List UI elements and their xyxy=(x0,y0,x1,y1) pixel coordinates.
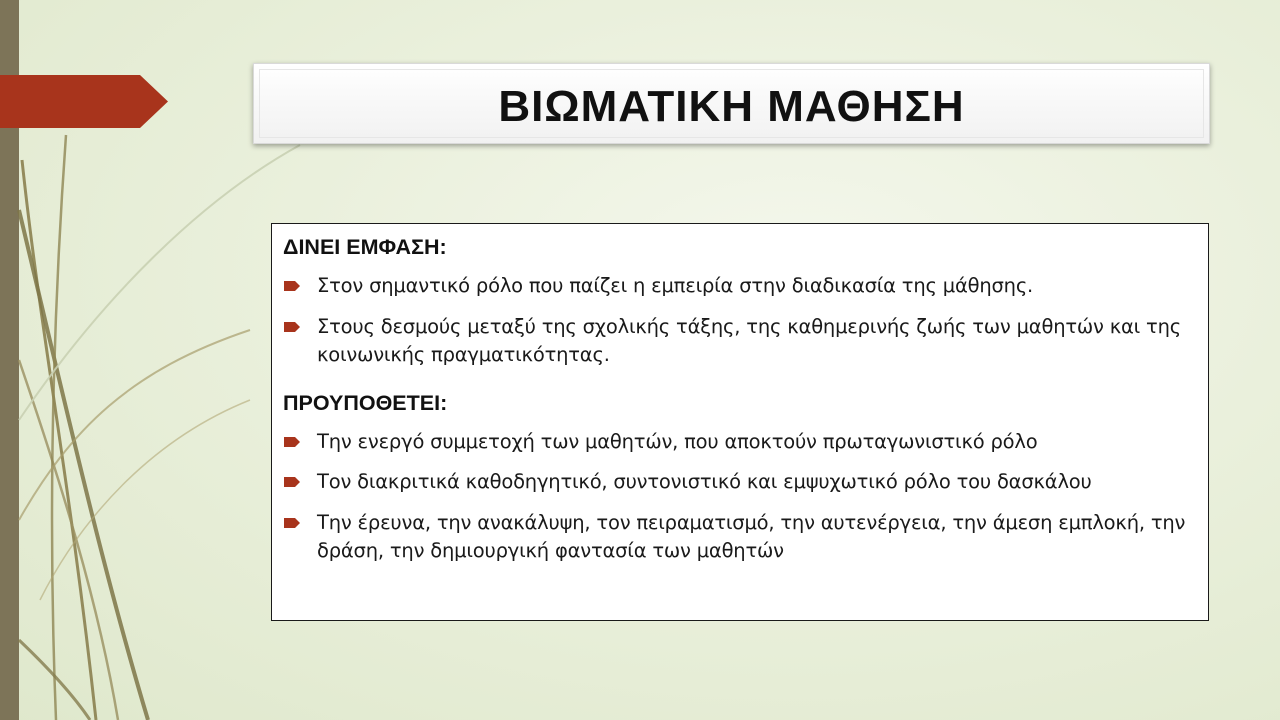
bullet-list-emphasis xyxy=(283,272,1198,370)
list-item xyxy=(283,428,1198,457)
list-item-text: Την έρευνα, την ανακάλυψη, τον πειραματισμό, την αυτενέργεια, την άμεση εμπλοκή, την δράση, την δημιουργική φαντασία των μαθητών xyxy=(317,510,1186,562)
title-banner xyxy=(253,63,1210,144)
list-item xyxy=(283,272,1198,301)
bullet-list-prerequisites xyxy=(283,428,1198,566)
arrow-bullet-icon xyxy=(284,436,302,448)
list-item xyxy=(283,468,1198,497)
list-item-text: Την ενεργό συμμετοχή των μαθητών, που αποκτούν πρωταγωνιστικό ρόλο xyxy=(317,429,1038,453)
content-box xyxy=(271,223,1209,621)
red-arrow-tab xyxy=(0,75,168,128)
list-item-text: Στους δεσμούς μεταξύ της σχολικής τάξης, της καθημερινής ζωής των μαθητών και της κοινωνικής πραγματικότητας. xyxy=(317,314,1181,366)
section-heading-emphasis: ΔΙΝΕΙ ΕΜΦΑΣΗ: xyxy=(283,235,447,259)
arrow-bullet-icon xyxy=(284,321,302,333)
list-item-text: Στον σημαντικό ρόλο που παίζει η εμπειρία στην διαδικασία της μάθησης. xyxy=(317,274,1034,297)
arrow-bullet-icon xyxy=(284,517,302,529)
arrow-bullet-icon xyxy=(284,476,302,488)
list-item xyxy=(283,509,1198,566)
list-item xyxy=(283,313,1198,370)
list-item-text: Τον διακριτικά καθοδηγητικό, συντονιστικό και εμψυχωτικό ρόλο του δασκάλου xyxy=(317,470,1092,493)
arrow-bullet-icon xyxy=(284,280,302,292)
section-heading-prerequisites: ΠΡΟΥΠΟΘΕΤΕΙ: xyxy=(283,390,448,415)
slide-title: ΒΙΩΜΑΤΙΚΗ ΜΑΘΗΣΗ xyxy=(498,81,965,131)
